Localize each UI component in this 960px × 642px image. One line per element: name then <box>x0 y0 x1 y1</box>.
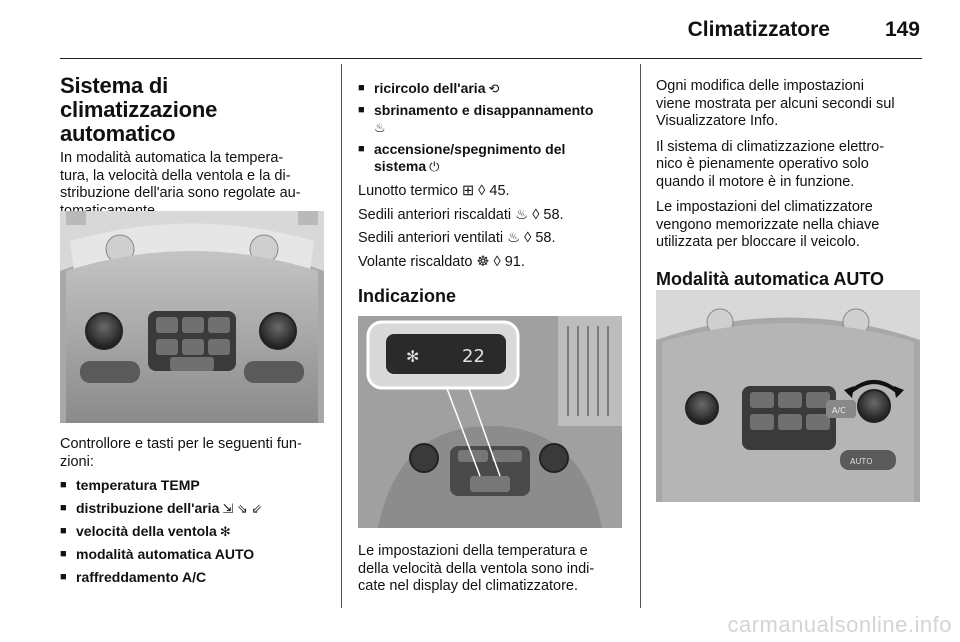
page-header-title: Climatizzatore <box>687 18 830 41</box>
para-line: Ogni modifica delle impostazioni <box>656 78 864 94</box>
list-item <box>60 546 328 563</box>
bullet-mark: ■ <box>60 525 67 537</box>
para-line: Il sistema di climatizzazione elettro- <box>656 138 885 155</box>
controls-line: zioni: <box>60 453 94 470</box>
para-line: vengono memorizzate nella chiave <box>656 216 880 233</box>
function-list <box>60 477 328 586</box>
auto-mode-photo <box>656 290 920 502</box>
reference-text: Sedili anteriori ventilati <box>358 230 504 246</box>
reference-heated-steering <box>358 254 626 272</box>
steering-wheel-icon: ☸ <box>476 253 490 270</box>
fan-speed-icon: ✻ <box>406 347 420 366</box>
para-line: Visualizzatore Info. <box>656 113 779 129</box>
list-item-text: ricircolo dell'aria <box>374 80 486 96</box>
column-2 <box>358 80 626 307</box>
column-2-caption <box>358 543 626 596</box>
para-line: Le impostazioni del climatizzatore <box>656 199 873 215</box>
list-item <box>358 80 626 97</box>
list-item <box>358 102 626 136</box>
list-item-text: accensione/spegnimento del <box>374 141 566 157</box>
page-ref-link[interactable]: 58. <box>543 206 564 223</box>
bullet-mark: ■ <box>358 143 365 155</box>
page-ref-icon: ◊ <box>478 183 486 199</box>
control-panel-photo <box>60 211 324 423</box>
page-ref-link[interactable]: 45. <box>489 183 510 199</box>
ac-button-label: A/C <box>832 406 846 415</box>
page-ref-icon: ◊ <box>524 230 532 246</box>
list-item <box>60 500 328 517</box>
list-item <box>358 141 626 175</box>
list-item-text: temperatura TEMP <box>76 477 200 493</box>
controls-intro <box>60 436 328 471</box>
bullet-mark: ■ <box>60 479 67 491</box>
display-temperature: 22 <box>462 346 485 367</box>
display-caption <box>358 543 626 596</box>
heading-line-1: Sistema di climatizzazione <box>60 73 218 122</box>
reference-text: Sedili anteriori riscaldati <box>358 206 512 223</box>
page-ref-icon: ◊ <box>493 253 501 270</box>
list-item <box>60 569 328 586</box>
reference-heated-seats <box>358 207 626 225</box>
auto-mode-heading: Modalità automatica AUTO <box>656 268 885 289</box>
reference-text: Volante riscaldato <box>358 253 473 270</box>
section-heading-climate <box>60 74 328 146</box>
reference-rear-window <box>358 183 626 201</box>
caption-line: Le impostazioni della temperatura e <box>358 543 588 559</box>
heading-line-2: automatico <box>60 121 176 146</box>
bullet-mark: ■ <box>60 548 67 560</box>
reference-ventilated-seats <box>358 230 626 248</box>
bullet-mark: ■ <box>60 502 67 514</box>
column-divider-1 <box>341 64 342 608</box>
header-rule <box>60 58 922 59</box>
bullet-mark: ■ <box>358 82 365 94</box>
para-line: utilizzata per bloccare il veicolo. <box>656 234 860 250</box>
intro-paragraph <box>60 150 328 220</box>
rear-window-heater-icon: ⊞ <box>461 183 475 199</box>
page-ref-link[interactable]: 91. <box>504 253 525 270</box>
column-divider-2 <box>640 64 641 608</box>
para-line: nico è pienamente operativo solo <box>656 156 869 172</box>
power-icon: ⏻ <box>429 159 440 174</box>
list-item <box>60 523 328 540</box>
list-item-text: sistema <box>374 158 427 174</box>
bullet-mark: ■ <box>60 571 67 583</box>
list-item-text: sbrinamento e disappannamento <box>374 102 594 118</box>
auto-button-label: AUTO <box>850 457 873 466</box>
intro-line: In modalità automatica la tempera- <box>60 150 284 166</box>
ventilated-seat-icon: ♨ <box>507 230 521 246</box>
list-item-text: velocità della ventola <box>76 523 217 539</box>
page-number: 149 <box>884 18 920 41</box>
caption-line: della velocità della ventola sono indi- <box>358 560 595 577</box>
recirculation-icon: ⟲ <box>488 81 500 96</box>
list-item-text: distribuzione dell'aria <box>76 500 220 516</box>
display-photo <box>358 316 622 528</box>
page-ref-icon: ◊ <box>532 206 540 223</box>
column-3 <box>656 78 924 290</box>
column-1-lower <box>60 436 328 586</box>
list-item <box>60 477 328 494</box>
watermark: carmanualsonline.info <box>727 612 952 637</box>
reference-text: Lunotto termico <box>358 183 458 199</box>
info-paragraph-2 <box>656 139 924 192</box>
bullet-mark: ■ <box>358 104 365 116</box>
column-1 <box>60 66 328 220</box>
info-paragraph-1 <box>656 78 924 131</box>
para-line: viene mostrata per alcuni secondi sul <box>656 95 895 112</box>
list-item-text: raffreddamento A/C <box>76 569 207 585</box>
heated-seat-icon: ♨ <box>515 206 529 223</box>
indicazione-heading: Indicazione <box>358 286 457 306</box>
para-line: quando il motore è in funzione. <box>656 173 855 190</box>
intro-line: stribuzione dell'aria sono regolate au- <box>60 185 301 201</box>
page-ref-link[interactable]: 58. <box>535 230 556 246</box>
controls-line: Controllore e tasti per le seguenti fun- <box>60 436 302 452</box>
defrost-icon: ♨ <box>374 120 386 135</box>
fan-icon: ✻ <box>219 524 231 539</box>
air-distribution-icon: ⇲ ⇘ ⇙ <box>222 501 263 516</box>
info-paragraph-3 <box>656 199 924 252</box>
list-item-text: modalità automatica AUTO <box>76 546 255 562</box>
caption-line: cate nel display del climatizzatore. <box>358 578 579 594</box>
intro-line: tura, la velocità della ventola e la di- <box>60 167 291 184</box>
